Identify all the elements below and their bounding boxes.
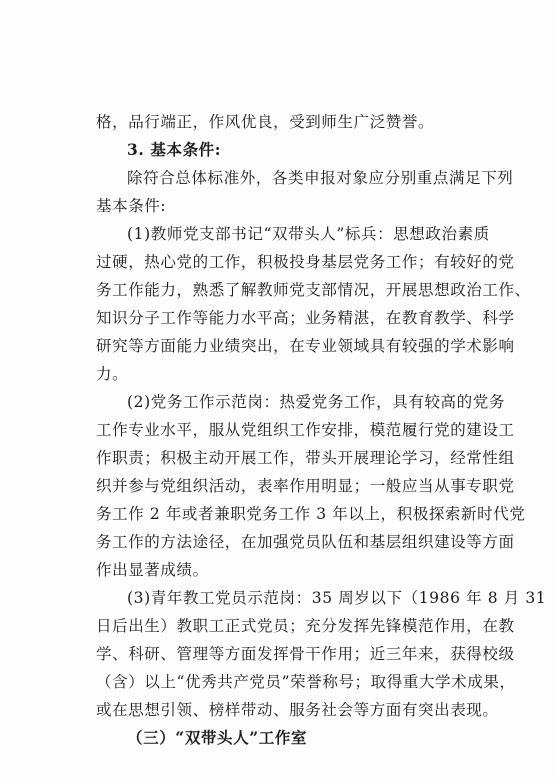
text-line: 研究等方面能力业绩突出，在专业领域具有较强的学术影响 xyxy=(96,337,515,355)
text-line: 织并参与党组织活动，表率作用明显；一般应当从事专职党 xyxy=(96,477,515,495)
text-line: 务工作 2 年或者兼职党务工作 3 年以上，积极探索新时代党 xyxy=(96,505,526,523)
text-line: (1)教师党支部书记“双带头人”标兵：思想政治素质 xyxy=(127,225,490,243)
text-line: 基本条件: xyxy=(96,197,167,215)
text-line: 过硬，热心党的工作，积极投身基层党务工作；有较好的党 xyxy=(96,253,515,271)
text-line: 日后出生）教职工正式党员；充分发挥先锋模范作用，在教 xyxy=(96,617,515,635)
text-line: 工作专业水平，服从党组织工作安排，模范履行党的建设工 xyxy=(96,421,515,439)
text-line: 作职责；积极主动开展工作，带头开展理论学习，经常性组 xyxy=(96,449,515,467)
text-line: 务工作的方法途径，在加强党员队伍和基层组织建设等方面 xyxy=(96,533,515,551)
text-line: 知识分子工作等能力水平高；业务精湛，在教育教学、科学 xyxy=(96,309,515,327)
text-line: （含）以上“优秀共产党员”荣誉称号；取得重大学术成果， xyxy=(96,673,516,691)
section-heading: 3. 基本条件: xyxy=(127,140,222,159)
text-line: 力。 xyxy=(96,365,129,383)
section-heading: （三）“双带头人”工作室 xyxy=(127,728,308,747)
text-line: 务工作能力，熟悉了解教师党支部情况，开展思想政治工作、 xyxy=(96,281,531,299)
text-line: 除符合总体标准外，各类申报对象应分别重点满足下列 xyxy=(127,169,514,187)
document-body xyxy=(96,108,547,752)
text-line: 或在思想引领、榜样带动、服务社会等方面有突出表现。 xyxy=(96,701,499,719)
text-line: 学、科研、管理等方面发挥骨干作用；近三年来，获得校级 xyxy=(96,645,515,663)
text-line: (3)青年教工党员示范岗：35 周岁以下（1986 年 8 月 31 xyxy=(127,589,547,607)
text-line: 格，品行端正，作风优良，受到师生广泛赞誉。 xyxy=(96,113,435,131)
text-line: (2)党务工作示范岗：热爱党务工作，具有较高的党务 xyxy=(127,393,505,411)
text-line: 作出显著成绩。 xyxy=(96,561,209,579)
